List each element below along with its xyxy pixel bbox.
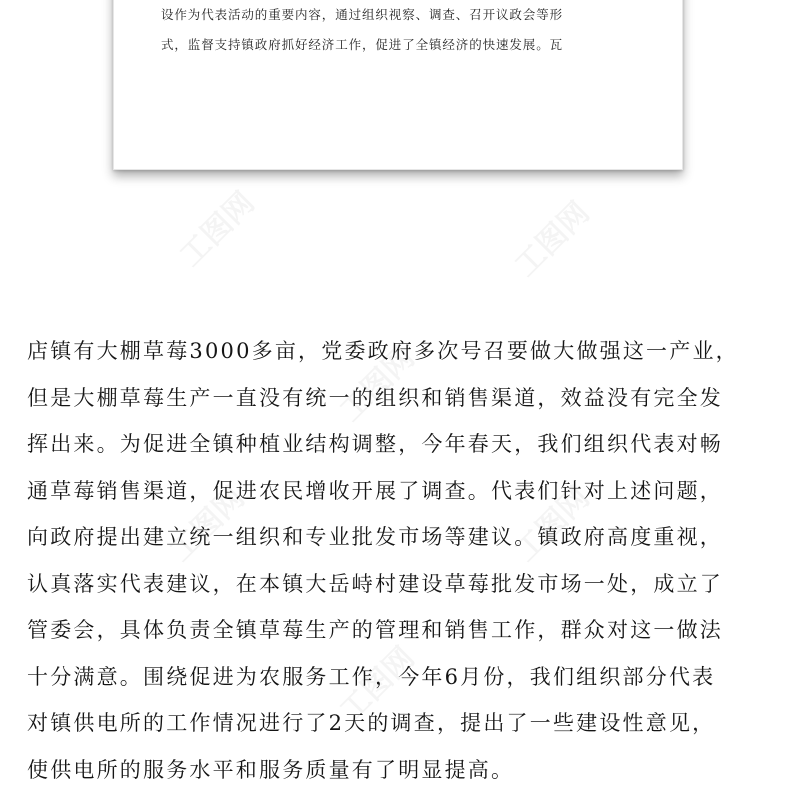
body-text-line: 对镇供电所的工作情况进行了2天的调查，提出了一些建设性意见，: [27, 711, 716, 735]
watermark-logo: [168, 180, 263, 275]
body-text-line: 使供电所的服务水平和服务质量有了明显提高。: [27, 757, 515, 782]
body-text-line: 十分满意。围绕促进为农服务工作，今年6月份，我们组织部分代表: [27, 664, 716, 689]
body-text-line: 向政府提出建立统一组织和专业批发市场等建议。镇政府高度重视，: [27, 525, 723, 549]
body-text-line: 但是大棚草莓生产一直没有统一的组织和销售渠道，效益没有完全发: [27, 385, 723, 410]
preview-text-line: 式，监督支持镇政府抓好经济工作，促进了全镇经济的快速发展。瓦: [161, 37, 564, 52]
body-text-line: 认真落实代表建议，在本镇大岳峙村建设草莓批发市场一处，成立了: [27, 571, 723, 596]
body-text-line: 店镇有大棚草莓3000多亩，党委政府多次号召要做大做强这一产业，: [27, 339, 739, 363]
body-text-line: 管委会，具体负责全镇草莓生产的管理和销售工作，群众对这一做法: [27, 618, 723, 642]
body-text-line: 通草莓销售渠道，促进农民增收开展了调查。代表们针对上述问题，: [27, 478, 723, 503]
watermark-logo: [503, 190, 598, 285]
document-body-text: [27, 328, 787, 793]
document-preview-card: [113, 0, 683, 170]
body-text-line: 挥出来。为促进全镇种植业结构调整，今年春天，我们组织代表对畅: [27, 432, 723, 456]
preview-text-line: 设作为代表活动的重要内容，通过组织视察、调查、召开议政会等形: [161, 7, 564, 22]
